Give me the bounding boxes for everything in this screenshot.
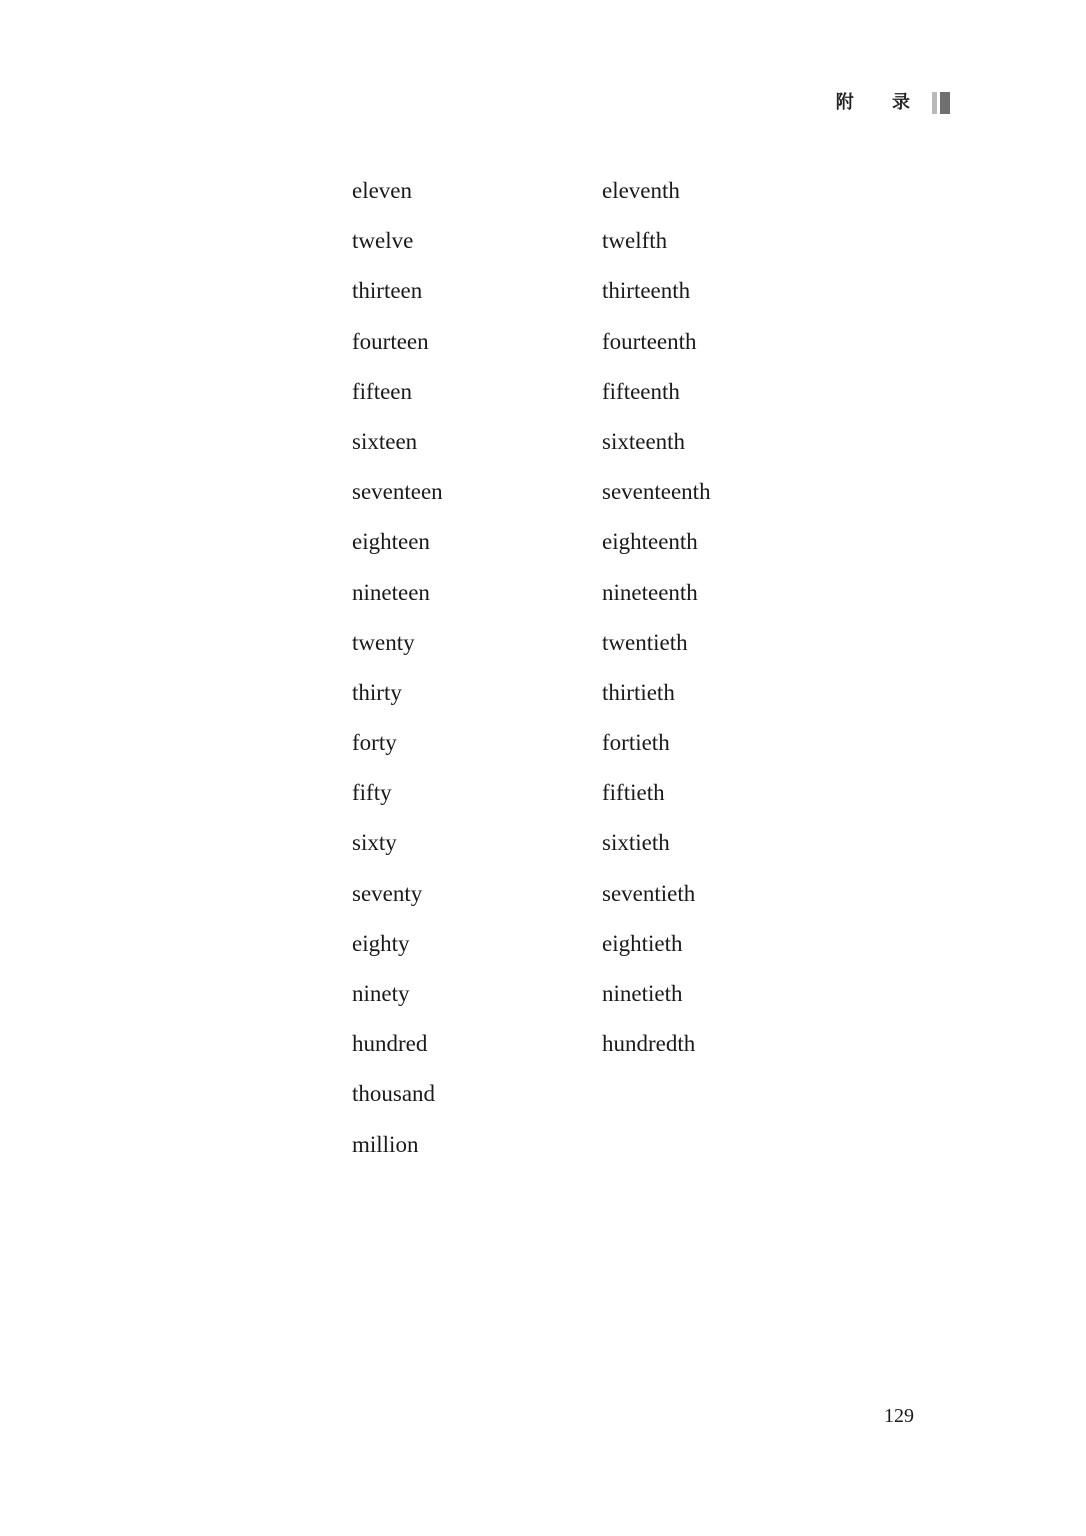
word-row (352, 774, 772, 824)
word-row (352, 875, 772, 925)
cardinal-word: fifty (352, 780, 392, 806)
ordinal-word: twentieth (602, 629, 688, 655)
word-row (352, 222, 772, 272)
cardinal-word: fifteen (352, 378, 413, 404)
word-row (352, 1075, 772, 1125)
header-bar-ornament (932, 92, 950, 114)
cardinal-word: thirteen (352, 278, 423, 304)
ordinal-word: thirteenth (602, 278, 691, 304)
ordinal-word: sixtieth (602, 830, 670, 856)
header-bar-thick (940, 92, 950, 114)
page-number: 129 (884, 1405, 914, 1427)
cardinal-word: sixteen (352, 428, 418, 454)
ordinal-word: eighteenth (602, 529, 698, 555)
ordinal-word: fifteenth (602, 378, 680, 404)
ordinal-word: nineteenth (602, 579, 698, 605)
word-row (352, 674, 772, 724)
ordinal-word: eleventh (602, 178, 680, 203)
word-row (352, 824, 772, 874)
cardinal-word: nineteen (352, 579, 430, 605)
ordinal-word: fourteenth (602, 328, 697, 354)
cardinal-word: hundred (352, 1031, 428, 1057)
header-bar-thin (932, 92, 937, 114)
cardinal-word: seventeen (352, 479, 443, 505)
cardinal-word: twenty (352, 629, 415, 655)
ordinal-word: hundredth (602, 1031, 696, 1057)
header-title: 附 录 (835, 92, 926, 113)
ordinal-word: seventieth (602, 880, 696, 906)
cardinal-word: thousand (352, 1081, 436, 1107)
cardinal-word: seventy (352, 880, 423, 906)
word-row (352, 323, 772, 373)
word-row (352, 272, 772, 322)
ordinal-word: fiftieth (602, 780, 665, 806)
ordinal-word: fortieth (602, 730, 670, 756)
cardinal-word: twelve (352, 228, 414, 254)
word-row (352, 1126, 772, 1176)
cardinal-word: forty (352, 730, 397, 756)
cardinal-word: eighteen (352, 529, 430, 555)
cardinal-word: fourteen (352, 328, 429, 354)
cardinal-word: million (352, 1131, 419, 1157)
ordinal-word: thirtieth (602, 679, 675, 705)
cardinal-word: sixty (352, 830, 397, 856)
word-row (352, 423, 772, 473)
cardinal-word: ninety (352, 981, 410, 1006)
word-row (352, 574, 772, 624)
word-row (352, 724, 772, 774)
running-header (836, 91, 950, 115)
word-row (352, 1025, 772, 1075)
word-row (352, 172, 772, 222)
word-row (352, 925, 772, 975)
ordinal-word: twelfth (602, 228, 668, 254)
ordinal-word: ninetieth (602, 981, 683, 1006)
word-row (352, 523, 772, 573)
word-row (352, 373, 772, 423)
cardinal-word: eleven (352, 178, 413, 203)
ordinal-word: sixteenth (602, 428, 686, 454)
word-row (352, 975, 772, 1025)
ordinal-word: eightieth (602, 930, 683, 956)
number-word-list (352, 172, 772, 1176)
word-row (352, 473, 772, 523)
cardinal-word: eighty (352, 930, 410, 956)
ordinal-word: seventeenth (602, 479, 711, 505)
cardinal-word: thirty (352, 679, 402, 705)
word-row (352, 624, 772, 674)
